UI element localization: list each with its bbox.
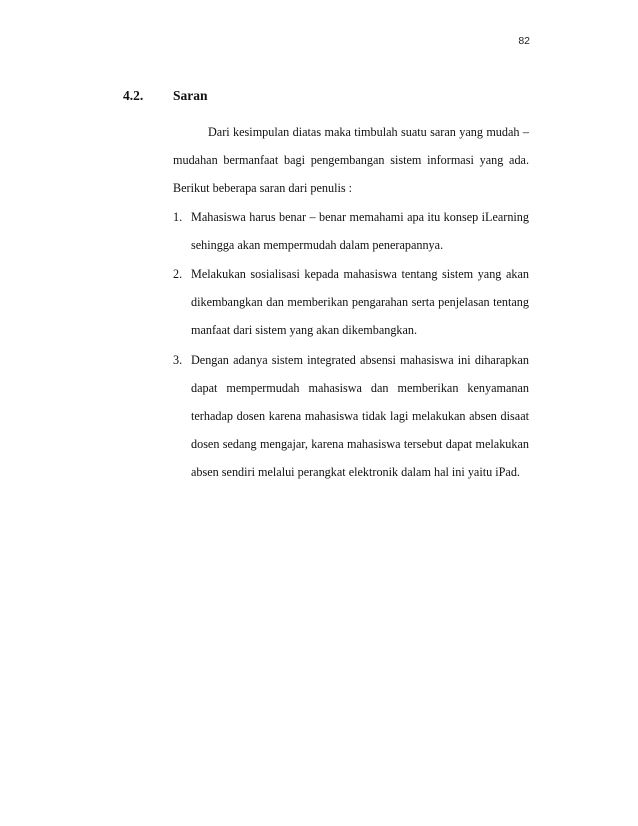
list-item-number: 3. (173, 353, 183, 367)
intro-line: mudahan bermanfaat bagi pengembangan sistem informasi yang ada. (173, 153, 529, 167)
list-item-line: manfaat dari sistem yang akan dikembangkan. (191, 323, 418, 337)
intro-line: Dari kesimpulan diatas maka timbulah suatu saran yang mudah – (208, 125, 529, 139)
list-item-line: Melakukan sosialisasi kepada mahasiswa tentang sistem yang akan (191, 267, 529, 281)
intro-line: Berikut beberapa saran dari penulis : (173, 181, 353, 195)
list-item-line: dikembangkan dan memberikan pengarahan serta penjelasan tentang (191, 295, 529, 309)
page-number: 82 (518, 35, 530, 47)
section-number: 4.2. (123, 88, 144, 103)
list-item-number: 2. (173, 267, 183, 281)
section-title: Saran (173, 88, 208, 103)
list-item-line: sehingga akan mempermudah dalam penerapannya. (191, 238, 444, 252)
list-item-line: terhadap dosen karena mahasiswa tidak lagi melakukan absen disaat (191, 409, 529, 423)
list-item-line: absen sendiri melalui perangkat elektronik dalam hal ini yaitu iPad. (191, 465, 520, 479)
list-item-line: Dengan adanya sistem integrated absensi mahasiswa ini diharapkan (191, 353, 529, 367)
list-item-line: dapat mempermudah mahasiswa dan memberikan kenyamanan (191, 381, 529, 395)
list-item-line: Mahasiswa harus benar – benar memahami apa itu konsep iLearning (191, 210, 529, 224)
list-item-number: 1. (173, 210, 183, 224)
section-heading (123, 88, 208, 104)
list-item-line: dosen sedang mengajar, karena mahasiswa tersebut dapat melakukan (191, 437, 529, 451)
